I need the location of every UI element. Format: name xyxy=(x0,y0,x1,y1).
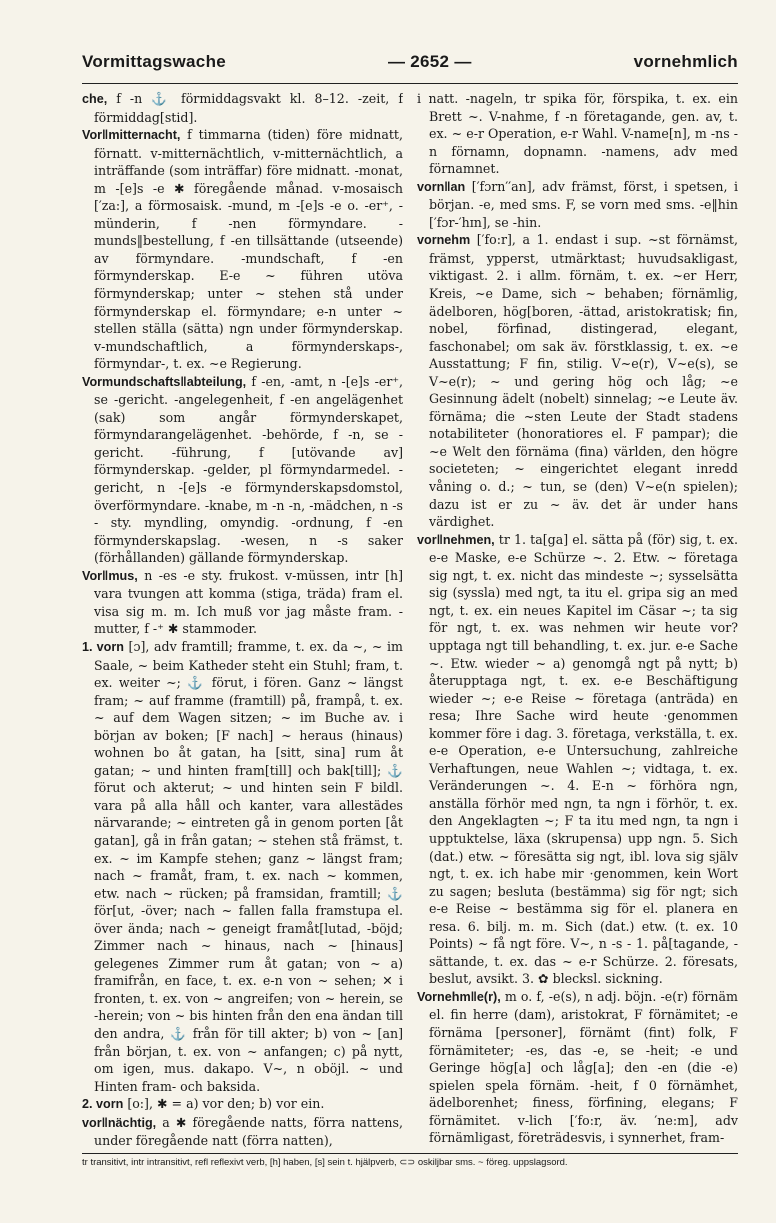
entry-headword: Vormundschafts‖abteilung, xyxy=(82,374,247,389)
entry-headword: vornehm xyxy=(417,233,471,248)
entry-definition: [′fɔrn′′an], adv främst, först, i spetsen, i början. -e, med sms. F, se vorn med sms. -e‖hin [′fɔr-′hɪn], se -hin. xyxy=(429,178,738,230)
entry-definition: [o:], ✱ = a) vor den; b) vor ein. xyxy=(127,1096,325,1112)
entry-headword: vor‖nehmen, xyxy=(417,532,495,547)
dictionary-entry xyxy=(417,231,738,530)
page-number: — 2652 — xyxy=(387,52,472,71)
dictionary-entry xyxy=(417,988,738,1147)
entry-definition: n -es -e sty. frukost. v-müssen, intr [h] vara tvungen att komma (stiga, träda) fram el. visa sig m. m. Ich muß vor jag måste fram. -mutter, f -⁺ ✱ stammoder. xyxy=(94,567,403,637)
entry-headword: vor‖nächtig, xyxy=(82,1115,157,1130)
entry-headword: che, xyxy=(82,92,108,106)
entry-definition: [′fo:r], a 1. endast i sup. ~st förnämst, främst, ypperst, utmärktast; huvudsakligast, viktigast. 2. i allm. förnäm, t. ex. ~er Herr, Kreis, ~e Dame, sich ~ behaben; förnämlig, ädelboren, hög[boren, -ättad, aristokratisk; fin, nobel, förfinad, distingerad, elegant, faschonabel; om sak äv. förstklassig, t. ex. ~e Ausstattung; F fin, stilig. V~e(r), V~e(s), se V~e(r); ~ und gering hög och låg; ~e Gesinnung ädelt (nobelt) sinnelag; ~e Leute äv. förnäma; die ~sten Leute der Stadt stadens notabiliteter (honoratiores el. F pampar); die ~e Welt den förnäma (fina) världen, den högre societeten; ~ eingerichtet elegant inredd våning o. d.; ~ tun, se (den) V~e(n spielen); dazu ist er zu ~ äv. det är under hans värdighet. xyxy=(429,232,738,530)
header-rule xyxy=(82,83,738,84)
dictionary-entry xyxy=(82,126,403,373)
header-right-word: vornehmlich xyxy=(633,52,738,71)
abbreviation-legend: tr transitivt, intr intransitivt, refl reflexivt verb, [h] haben, [s] sein t. hjälpverb, ⊂⊃ oskiljbar sms. ~ föreg. uppslagsord. xyxy=(82,1157,568,1168)
dictionary-entry xyxy=(82,638,403,1095)
entry-definition: f timmarna (tiden) före midnatt, förnatt. v-mitternächtlich, v-mitternächtlich, a inträffande (som inträffar) före midnatt. -monat, m -[e]s -e ✱ föregående månad. v-mosaisch [′za:], a förmosaisk. -mund, m -[e]s -e o. -er⁺, -münderin, f -nen förmyndare. -munds‖bestellung, f -en tillsättande (utseende) av förmyndare. -mundschaft, f -en förmynderskap. E-e ~ führen utöva förmynderskap; unter ~ stehen stå under förmynderskap el. förmyndare; e-n unter ~ stellen ställa (sätta) ngn under förmynderskap. v-mundschaftlich, a förmynderskaps-, förmyndar-, t. ex. ~e Regierung. xyxy=(94,127,403,372)
dictionary-entry xyxy=(417,90,738,178)
dictionary-entry xyxy=(82,1095,403,1114)
left-column xyxy=(82,90,403,1150)
entry-definition: a ✱ föregående natts, förra nattens, under föregående natt (förra natten), xyxy=(94,1114,403,1149)
entry-definition: f -en, -amt, n -[e]s -er⁺, se -gericht. -angelegenheit, f -en angelägenhet (sak) som angår förmynderskapet, förmyndarangelägenhet. -behörde, f -n, se -gericht. -führung, f [utövande av] förmynderskap. -gelder, pl förmyndarmedel. -gericht, n -[e]s -e förmynderskapsdomstol, överförmyndare. -knabe, m -n -n, -mädchen, n -s - sty. myndling, omyndig. -ordnung, f -en förmynderskapslag. -wesen, n -s saker (förhållanden) gällande förmynderskap. xyxy=(94,373,403,566)
dictionary-entry xyxy=(82,567,403,638)
entry-headword: vorn‖an xyxy=(417,179,466,194)
page-header xyxy=(82,52,738,82)
entry-headword: 2. vorn xyxy=(82,1097,124,1112)
entry-definition: tr 1. ta[ga] el. sätta på (för) sig, t. ex. e-e Maske, e-e Schürze ~. 2. Etw. ~ företaga sig ngt, t. ex. nicht das mindeste ~; sysselsätta sig (syssla) med ngt, ta itu el. gripa sig an med ngt, t. ex. ein neues Kapitel im Cäsar ~; ta sig för ngt, t. ex. was nehmen wir heute vor? upptaga ngt till behandling, t. ex. jur. e-e Sache ~. Etw. wieder ~ a) genomgå ngt på nytt; b) återupptaga ngt, t. ex. e-e Beschäftigung wieder ~; e-e Reise ~ företaga (anträda) en resa; Ihre Sache wird heute ·genommen kommer före i dag. 3. företaga, verkställa, t. ex. e-e Operation, e-e Untersuchung, zahlreiche Verhaftungen, neue Wahlen ~; vidtaga, t. ex. Veränderungen ~. 4. E-n ~ förhöra ngn, anställa förhör med ngn, ta ngn i förhör, t. ex. den Angeklagten ~; F ta itu med ngn, ta ngn i upptuktelse, läxa (skrupensa) upp ngn. 5. Sich (dat.) etw. ~ föresätta sig ngt, ibl. lova sig själv ngt, t. ex. ich habe mir ·genommen, kein Wort zu sagen; besluta (bestämma) sig för ngt; sich e-e Reise ~ bestämma sig för el. planera en resa. 6. bilj. m. m. Sich (dat.) etw. (t. ex. 10 Points) ~ få ngt före. V~, n -s - 1. på[tagande, -sättande, t. ex. das ~ e-r Schürze. 2. föresats, beslut, avsikt. 3. ✿ blecksl. sickning. xyxy=(429,531,738,987)
dictionary-entry xyxy=(82,90,403,126)
entry-definition: m o. f, -e(s), n adj. böjn. -e(r) förnäm el. fin herre (dam), aristokrat, F förnämitet; -e förnäma [personer], förnämt (fint) folk, F förnämiteter; -es, das -e, se -heit; -e und Geringe hög[a] och låg[a]; den -en (die -e) spielen spela förnäm. -heit, f 0 förnämhet, ädelborenhet; finess, förfining, elegans; F förnämitet. v-lich [′fo:r, äv. ′ne:m], adv förnämligast, företrädesvis, i synnerhet, fram- xyxy=(429,988,738,1146)
header-left-word: Vormittagswache xyxy=(82,52,227,71)
entry-definition: [ɔ], adv framtill; framme, t. ex. da ~, ~ im Saale, ~ beim Katheder steht ein Stuhl; fram, t. ex. weiter ~; ⚓ förut, i fören. Ganz ~ längst fram; ~ auf framme (framtill) på, frampå, t. ex. ~ auf dem Wagen sitzen; ~ im Buche av. i början av boken; [F nach] ~ heraus (hinaus) wohnen bo åt gatan, ha [sitt, sina] rum åt gatan; ~ und hinten fram[till] och bak[till]; ⚓ förut och akterut; ~ und hinten sein F bildl. vara på alla håll och kanter, vara allestädes närvarande; ~ eintreten gå in genom porten [åt gatan], gå in från gatan; ~ stehen stå främst, t. ex. ~ im Kampfe stehen; ganz ~ längst fram; nach ~ framåt, fram, t. ex. nach ~ kommen, etw. nach ~ rücken; på framsidan, framtill; ⚓ för[ut, -över; nach ~ fallen falla framstupa el. över ända; nach ~ geneigt framåt[lutad, -böjd; Zimmer nach ~ hinaus, nach ~ [hinaus] gelegenes Zimmer rum åt gatan; von ~ a) framifrån, en face, t. ex. e-n von ~ sehen; ✕ i fronten, t. ex. von ~ angreifen; von ~ herein, se -herein; von ~ bis hinten från den ena ändan till den andra, ⚓ från för till akter; b) von ~ [an] från början, t. ex. von ~ anfangen; c) på nytt, om igen, mus. dakapo. V~, n oböjl. ~ und Hinten fram- och baksida. xyxy=(94,638,403,1094)
entry-headword: Vor‖mus, xyxy=(82,568,138,583)
text-columns xyxy=(82,90,738,1150)
dictionary-entry xyxy=(417,531,738,988)
entry-definition: f -n ⚓ förmiddagsvakt kl. 8–12. -zeit, f förmiddag[stid]. xyxy=(94,91,403,125)
entry-headword: Vornehm‖e(r), xyxy=(417,989,501,1004)
dictionary-entry xyxy=(82,1114,403,1150)
entry-headword: Vor‖mitternacht, xyxy=(82,128,181,143)
footer-rule xyxy=(82,1153,738,1154)
entry-definition: i natt. -nageln, tr spika för, förspika, t. ex. ein Brett ~. V-nahme, f -n företagande, gen. av, t. ex. ~ e-r Operation, e-r Wahl. V-name[n], m -ns -n förnamn, dopnamn. -namens, adv med förnamnet. xyxy=(417,91,738,177)
dictionary-entry xyxy=(82,373,403,567)
right-column xyxy=(417,90,738,1150)
entry-headword: 1. vorn xyxy=(82,639,124,654)
dictionary-entry xyxy=(417,178,738,232)
